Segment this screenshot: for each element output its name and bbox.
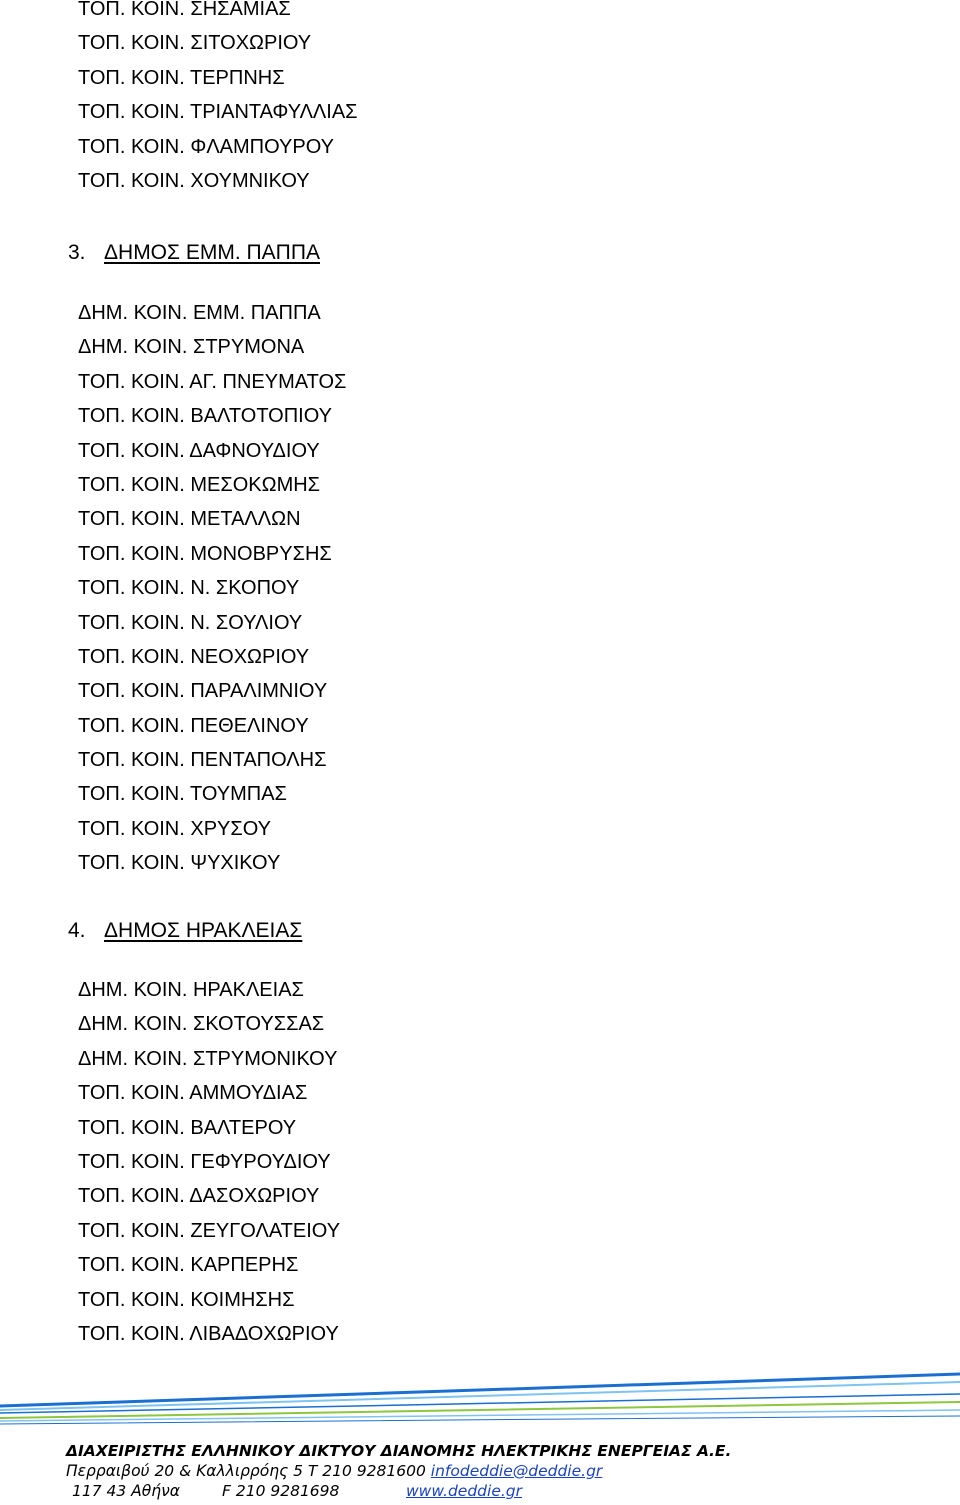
- footer-line-2: [66, 1481, 731, 1501]
- list-item: ΤΟΠ. ΚΟΙΝ. ΧΟΥΜΝΙΚΟΥ: [78, 169, 310, 192]
- list-item: ΤΟΠ. ΚΟΙΝ. ΖΕΥΓΟΛΑΤΕΙΟΥ: [78, 1219, 341, 1242]
- wave-decoration: [0, 1372, 960, 1432]
- list-item: ΔΗΜ. ΚΟΙΝ. ΣΤΡΥΜΟΝΙΚΟΥ: [78, 1047, 338, 1070]
- list-item: ΤΟΠ. ΚΟΙΝ. ΤΟΥΜΠΑΣ: [78, 783, 287, 806]
- address: Περραιβού 20 & Καλλιρρόης 5: [66, 1462, 303, 1480]
- list-item: ΤΟΠ. ΚΟΙΝ. ΔΑΣΟΧΩΡΙΟΥ: [78, 1185, 320, 1208]
- wave-line: [0, 1382, 960, 1410]
- community-list-section-4: [78, 973, 340, 1351]
- section-number: 4.: [68, 919, 86, 942]
- phone: T 210 9281600: [307, 1462, 426, 1480]
- list-item: ΤΟΠ. ΚΟΙΝ. ΔΑΦΝΟΥΔΙΟΥ: [78, 439, 320, 462]
- list-item: ΤΟΠ. ΚΟΙΝ. ΛΙΒΑΔΟΧΩΡΙΟΥ: [78, 1322, 339, 1345]
- fax: F 210 9281698: [222, 1482, 340, 1500]
- list-item: ΤΟΠ. ΚΟΙΝ. ΤΕΡΠΝΗΣ: [78, 66, 285, 89]
- list-item: ΤΟΠ. ΚΟΙΝ. ΠΑΡΑΛΙΜΝΙΟΥ: [78, 680, 328, 703]
- list-item: ΤΟΠ. ΚΟΙΝ. ΝΕΟΧΩΡΙΟΥ: [78, 645, 310, 668]
- list-item: ΔΗΜ. ΚΟΙΝ. ΕΜΜ. ΠΑΠΠΑ: [78, 302, 321, 324]
- list-item: ΔΗΜ. ΚΟΙΝ. ΗΡΑΚΛΕΙΑΣ: [78, 979, 304, 1001]
- list-item: ΤΟΠ. ΚΟΙΝ. ΧΡΥΣΟΥ: [78, 817, 271, 840]
- list-item: ΤΟΠ. ΚΟΙΝ. ΚΟΙΜΗΣΗΣ: [78, 1288, 295, 1311]
- section-heading-4: [68, 919, 302, 943]
- list-item: ΤΟΠ. ΚΟΙΝ. ΓΕΦΥΡΟΥΔΙΟΥ: [78, 1150, 331, 1173]
- website-link[interactable]: www.deddie.gr: [406, 1482, 523, 1500]
- email-link[interactable]: infodeddie@deddie.gr: [430, 1462, 603, 1480]
- list-item: ΤΟΠ. ΚΟΙΝ. ΦΛΑΜΠΟΥΡΟΥ: [78, 135, 334, 158]
- list-item: ΔΗΜ. ΚΟΙΝ. ΣΤΡΥΜΟΝΑ: [78, 336, 305, 359]
- list-item: ΤΟΠ. ΚΟΙΝ. ΜΕΤΑΛΛΩΝ: [78, 508, 301, 531]
- list-item: ΤΟΠ. ΚΟΙΝ. ΨΥΧΙΚΟΥ: [78, 852, 281, 875]
- section-title: ΔΗΜΟΣ ΕΜΜ. ΠΑΠΠΑ: [104, 241, 321, 264]
- list-item: ΤΟΠ. ΚΟΙΝ. ΜΕΣΟΚΩΜΗΣ: [78, 473, 321, 496]
- list-item: ΤΟΠ. ΚΟΙΝ. ΒΑΛΤΕΡΟΥ: [78, 1116, 297, 1139]
- list-item: ΤΟΠ. ΚΟΙΝ. ΚΑΡΠΕΡΗΣ: [78, 1254, 299, 1277]
- list-item: ΤΟΠ. ΚΟΙΝ. ΤΡΙΑΝΤΑΦΥΛΛΙΑΣ: [78, 101, 358, 124]
- wave-line: [0, 1374, 960, 1406]
- company-name: ΔΙΑΧΕΙΡΙΣΤΗΣ ΕΛΛΗΝΙΚΟΥ ΔΙΚΤΥΟΥ ΔΙΑΝΟΜΗΣ ΗΛΕΚΤΡΙΚΗΣ ΕΝΕΡΓΕΙΑΣ Α.Ε.: [66, 1442, 732, 1460]
- list-item: ΤΟΠ. ΚΟΙΝ. ΠΕΘΕΛΙΝΟΥ: [78, 714, 309, 737]
- list-item: ΤΟΠ. ΚΟΙΝ. ΑΓ. ΠΝΕΥΜΑΤΟΣ: [78, 370, 347, 393]
- community-list-section-3: [78, 296, 346, 881]
- list-item: ΔΗΜ. ΚΟΙΝ. ΣΚΟΤΟΥΣΣΑΣ: [78, 1013, 325, 1036]
- community-list-top: [78, 0, 358, 198]
- list-item: ΤΟΠ. ΚΟΙΝ. Ν. ΣΟΥΛΙΟΥ: [78, 611, 303, 634]
- list-item: ΤΟΠ. ΚΟΙΝ. ΒΑΛΤΟΤΟΠΙΟΥ: [78, 405, 332, 428]
- section-title: ΔΗΜΟΣ ΗΡΑΚΛΕΙΑΣ: [104, 919, 303, 942]
- list-item: ΤΟΠ. ΚΟΙΝ. ΜΟΝΟΒΡΥΣΗΣ: [78, 542, 332, 565]
- section-heading-3: [68, 241, 320, 265]
- footer: [66, 1441, 731, 1501]
- list-item: ΤΟΠ. ΚΟΙΝ. Ν. ΣΚΟΠΟΥ: [78, 577, 300, 600]
- footer-line-1: [66, 1461, 731, 1481]
- list-item: ΤΟΠ. ΚΟΙΝ. ΠΕΝΤΑΠΟΛΗΣ: [78, 749, 327, 772]
- list-item: ΤΟΠ. ΚΟΙΝ. ΑΜΜΟΥΔΙΑΣ: [78, 1082, 308, 1105]
- list-item: ΤΟΠ. ΚΟΙΝ. ΣΙΤΟΧΩΡΙΟΥ: [78, 32, 312, 55]
- city: 117 43 Αθήνα: [72, 1482, 180, 1500]
- list-item: ΤΟΠ. ΚΟΙΝ. ΣΗΣΑΜΙΑΣ: [78, 0, 291, 20]
- section-number: 3.: [68, 241, 86, 264]
